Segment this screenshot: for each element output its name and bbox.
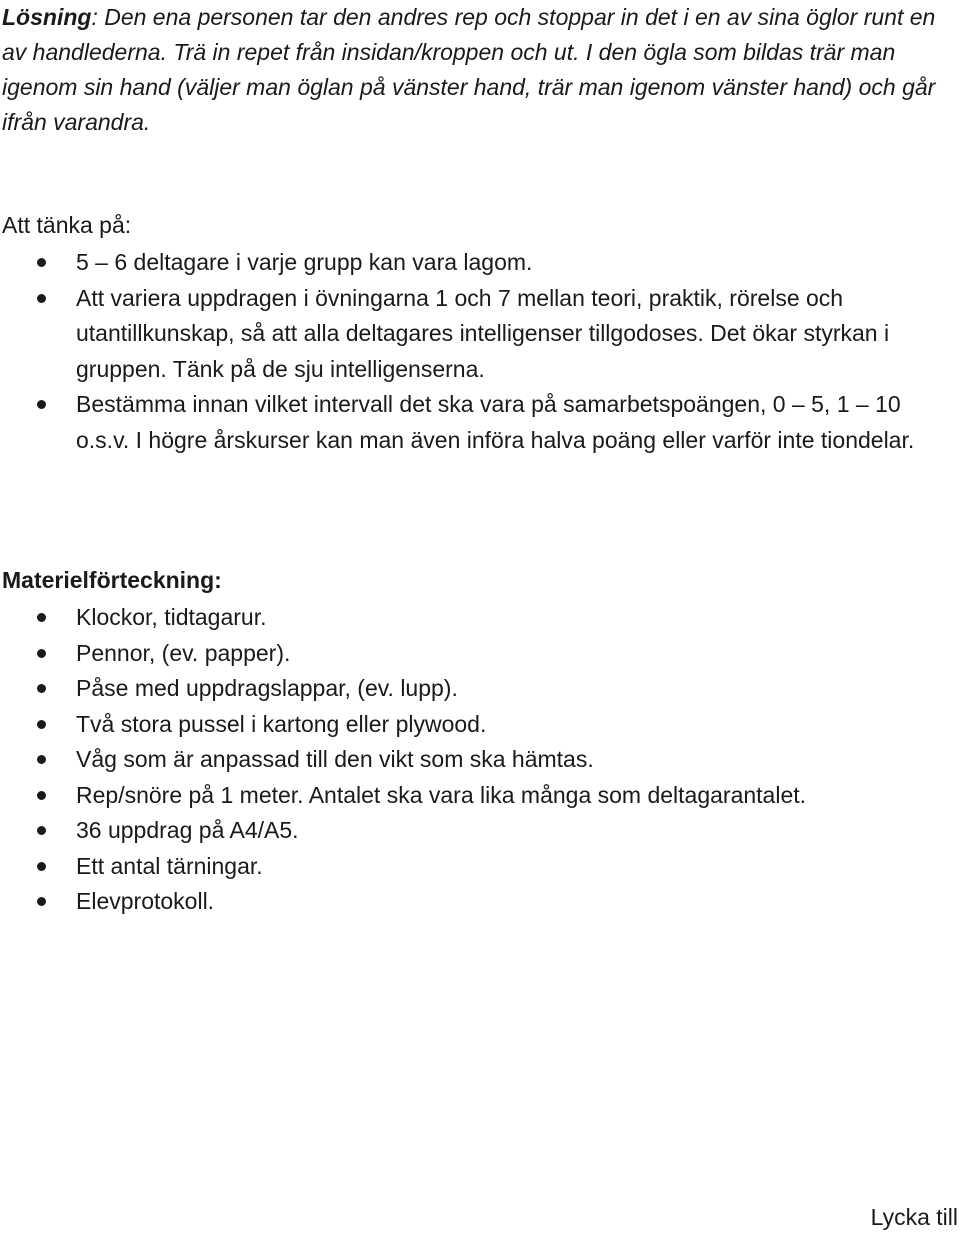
list-item: Bestämma innan vilket intervall det ska vara på samarbetspoängen, 0 – 5, 1 – 10 o.s.v. I högre årskurser kan man även införa halva poäng eller varför inte tiondelar. — [0, 387, 955, 458]
list-item: 36 uppdrag på A4/A5. — [0, 813, 955, 849]
list-item: Klockor, tidtagarur. — [0, 600, 955, 636]
solution-lead: Lösning — [2, 4, 92, 30]
list-item: Påse med uppdragslappar, (ev. lupp). — [0, 671, 955, 707]
list-item: Våg som är anpassad till den vikt som ska hämtas. — [0, 742, 955, 778]
think-about-heading: Att tänka på: — [2, 212, 132, 238]
closing-text: Lycka till — [870, 1204, 958, 1230]
solution-paragraph — [2, 0, 957, 140]
list-item: Att variera uppdragen i övningarna 1 och 7 mellan teori, praktik, rörelse och utantillkunskap, så att alla deltagares intelligenser tillgodoses. Det ökar styrkan i gruppen. Tänk på de sju intelligenserna. — [0, 281, 955, 388]
list-item: Pennor, (ev. papper). — [0, 636, 955, 672]
solution-text: : Den ena personen tar den andres rep och stoppar in det i en av sina öglor runt en av handlederna. Trä in repet från insidan/kroppen och ut. I den ögla som bildas trär man igenom sin hand (väljer man öglan på vänster hand, trär man igenom vänster hand) och går ifrån varandra. — [2, 4, 936, 135]
list-item: Elevprotokoll. — [0, 884, 955, 920]
think-about-list — [0, 245, 955, 458]
list-item: 5 – 6 deltagare i varje grupp kan vara lagom. — [0, 245, 955, 281]
materials-list — [0, 600, 955, 920]
list-item: Rep/snöre på 1 meter. Antalet ska vara lika många som deltagarantalet. — [0, 778, 955, 814]
materials-heading: Materielförteckning: — [2, 567, 222, 593]
list-item: Två stora pussel i kartong eller plywood. — [0, 707, 955, 743]
list-item: Ett antal tärningar. — [0, 849, 955, 885]
